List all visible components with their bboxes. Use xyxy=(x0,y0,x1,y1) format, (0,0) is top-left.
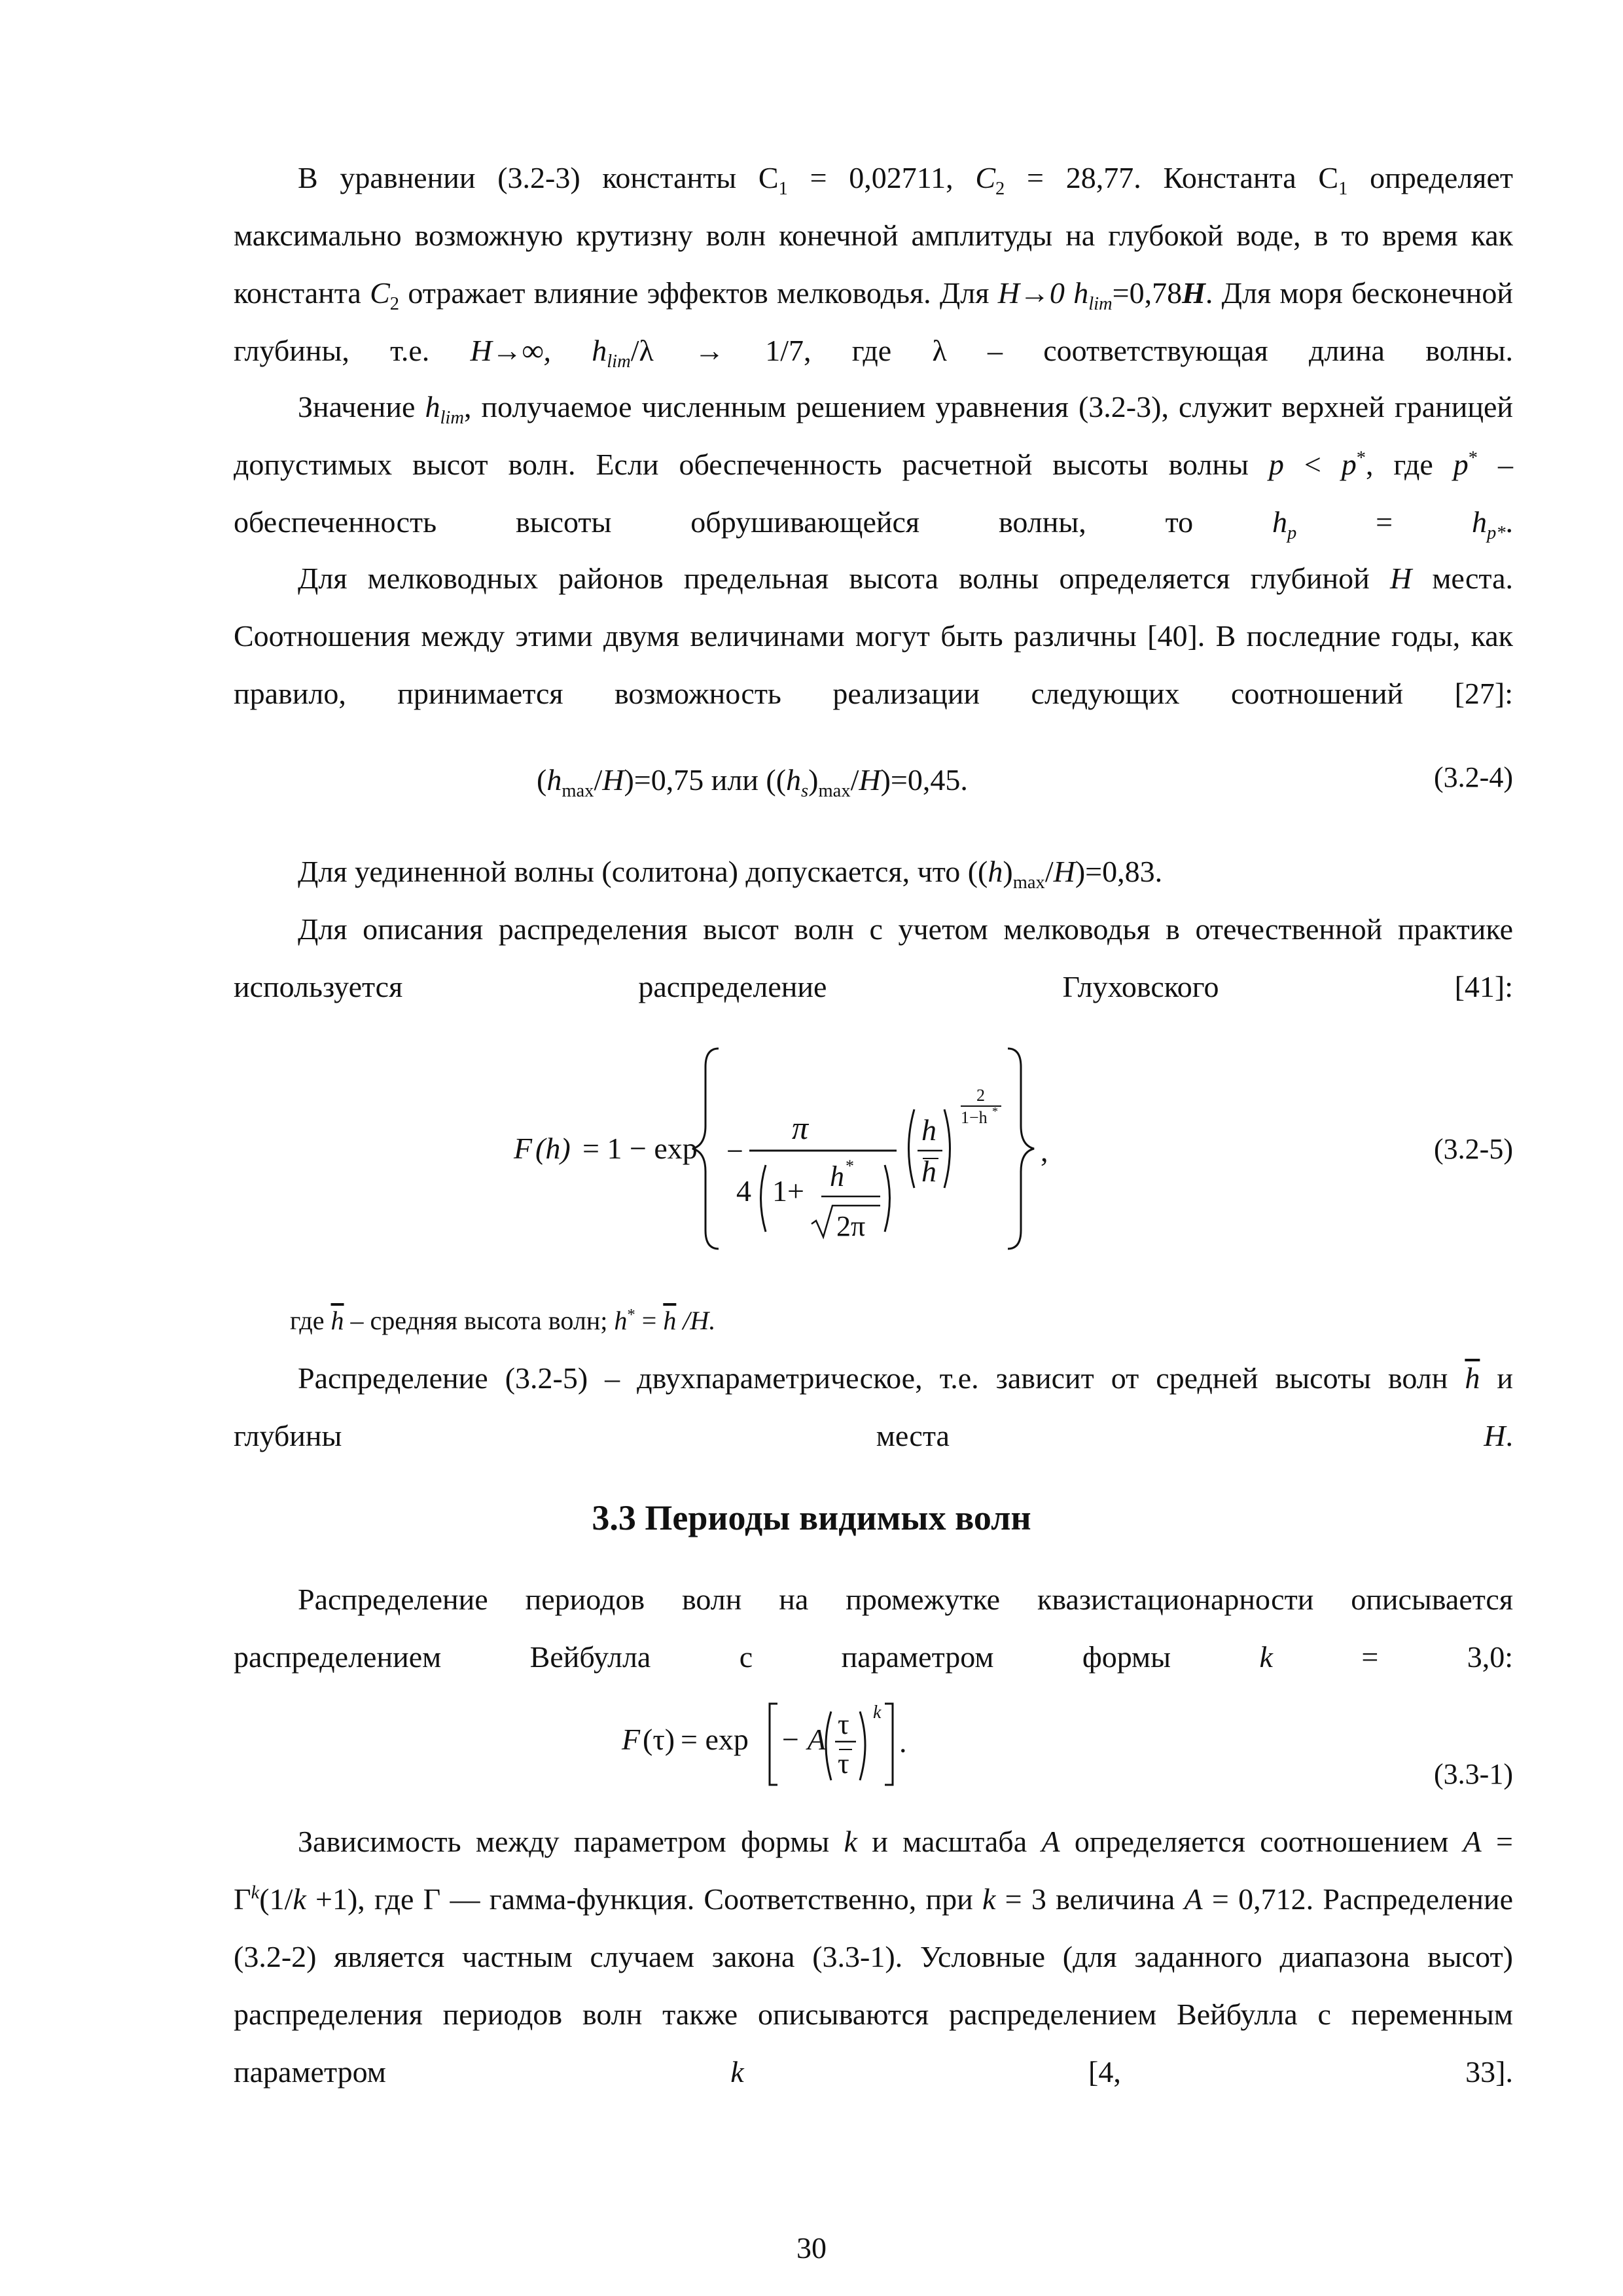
exp-numerator: 2 xyxy=(976,1086,985,1105)
denominator-close-paren xyxy=(885,1165,890,1232)
ratio-close-paren xyxy=(944,1109,950,1188)
paragraph-shallow: Для мелководных районов предельная высота волны определяется глубиной H места. Соотношения между этими двумя величинами могут быть различны [40]. В последние годы, как правило, принимается возможность реализации следующих соотношений [27]: xyxy=(234,562,1513,710)
eq-tau-den: τ xyxy=(838,1748,849,1780)
paragraph-shape-scale: Зависимость между параметром формы k и масштаба A определяется соотношением $A = \Gamma^k(1/k +1)$, где Γ — гамма-функция. Соответственно, при k = 3 величина A = 0,712. Распределение (3.2-2) является частным случаем закона (3.3-1). Условные (для заданного диапазона высот) распределения периодов волн также описываются распределением Вейбулла с переменным параметром k [4, 33]. xyxy=(234,1825,1514,2089)
equation-number-3-3-1: (3.3-1) xyxy=(1434,1758,1513,1790)
equation-3-2-4: $(h_{max}/H)=0,75$ или $((h_s)_{max}/H)=0,45$. xyxy=(537,763,968,802)
denominator-open-paren xyxy=(761,1165,766,1232)
eq-h-star-sup: * xyxy=(846,1157,854,1175)
eq-one-minus-exp: = 1 − exp xyxy=(582,1132,698,1165)
equation-3-3-1 xyxy=(615,1692,942,1797)
right-bracket xyxy=(885,1704,893,1785)
eq-minus: − xyxy=(726,1134,743,1168)
equation-3-2-5 xyxy=(484,1041,1073,1257)
page-number: 30 xyxy=(796,2231,827,2265)
eq-tau-num: τ xyxy=(838,1708,849,1740)
eq-one-plus: 1+ xyxy=(772,1174,804,1208)
eq-F-tau: F xyxy=(622,1723,641,1756)
eq-h-star: h xyxy=(830,1160,844,1193)
left-bracket xyxy=(770,1704,777,1785)
exp-denominator-star: * xyxy=(992,1105,998,1118)
eq-four: 4 xyxy=(736,1174,751,1208)
eq-h-num: h xyxy=(921,1113,936,1147)
eq-period: . xyxy=(899,1725,907,1759)
section-heading: 3.3 Периоды видимых волн xyxy=(592,1498,1031,1537)
eq-h-den: h xyxy=(921,1155,936,1188)
paragraph-constants: В уравнении (3.2-3) константы $C_1 = 0,02711$, $C_2 = 28,77$. Константа $C_1$ определяет максимально возможную крутизну волн конечной амплитуды на глубокой воде, в то время как константа $C_2$ отражает влияние эффектов мелководья. Для H→0 $h_{lim}=0,78H$. Для моря бесконечной глубины, т.е. H→∞, $h_{lim}/\lambda \to 1/7$, где λ – соответствующая длина волны. xyxy=(234,161,1514,372)
eq-comma: , xyxy=(1041,1134,1048,1168)
paragraph-glukhovsky: Для описания распределения высот волн с учетом мелководья в отечественной практике используется распределение Глуховского [41]: xyxy=(234,912,1513,1003)
paragraph-two-parameter: Распределение (3.2-5) – двухпараметрическое, т.е. зависит от средней высоты волн $\overline{h}$ и глубины места H. xyxy=(234,1361,1514,1452)
eq-h-arg: (h) xyxy=(535,1132,571,1165)
tau-open-paren xyxy=(826,1712,831,1780)
where-line: где $\overline{h}$ – средняя высота волн; $h^* = \overline{h}$ /H. xyxy=(290,1306,716,1335)
ratio-open-paren xyxy=(909,1109,915,1188)
eq-tau-arg: (τ) xyxy=(643,1723,675,1756)
eq-minus-A: − A xyxy=(780,1723,826,1756)
equation-number-3-2-4: (3.2-4) xyxy=(1434,761,1513,793)
eq-sqrt-arg: 2π xyxy=(836,1210,866,1242)
equation-number-3-2-5: (3.2-5) xyxy=(1434,1133,1513,1165)
right-brace xyxy=(1008,1049,1034,1249)
eq-eq-exp: = exp xyxy=(681,1723,749,1756)
eq-F: F xyxy=(514,1132,533,1165)
eq-k-exponent: k xyxy=(873,1702,882,1723)
paragraph-soliton: Для уединенной волны (солитона) допускается, что $((h)_{max}/H)=0,83$. xyxy=(298,855,1163,893)
exp-denominator: 1−h xyxy=(961,1108,988,1127)
tau-close-paren xyxy=(860,1712,865,1780)
eq-pi: π xyxy=(792,1109,809,1146)
paragraph-hlim: Значение $h_{lim}$, получаемое численным решением уравнения (3.2-3), служит верхней границей допустимых высот волн. Если обеспеченность расчетной высоты волны p < p*, где p* – обеспеченность высоты обрушивающейся волны, то $h_p = h_{p*}$. xyxy=(234,390,1513,544)
paragraph-weibull: Распределение периодов волн на промежутке квазистационарности описывается распределением Вейбулла с параметром формы k = 3,0: xyxy=(234,1583,1513,1674)
